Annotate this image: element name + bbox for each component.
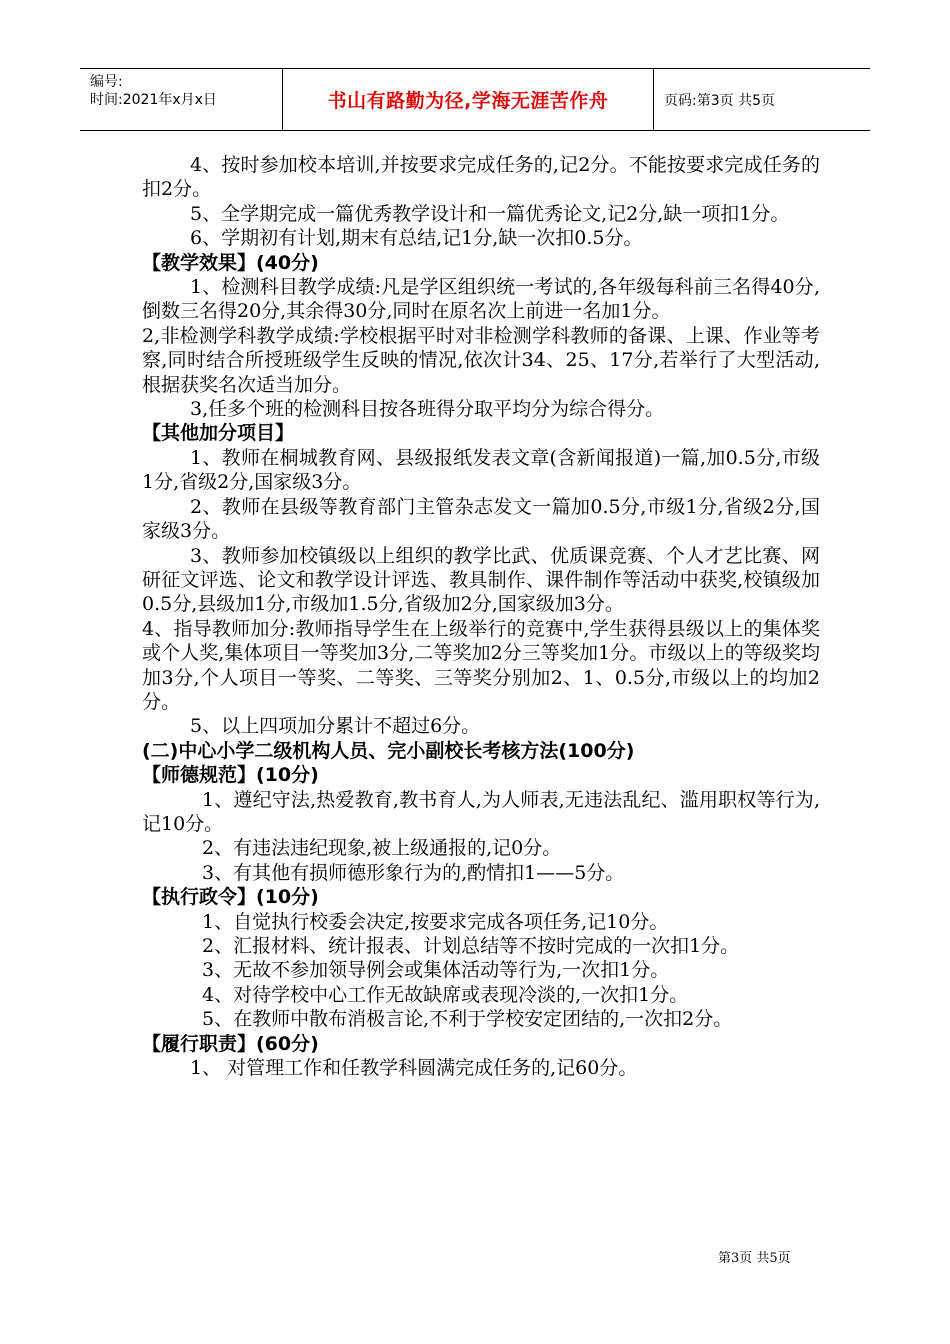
section-heading: 【其他加分项目】 bbox=[142, 422, 295, 445]
body-paragraph: 5、在教师中散布消极言论,不利于学校安定团结的,一次扣2分。 bbox=[202, 1008, 733, 1031]
document-number-label: 编号: bbox=[90, 74, 123, 90]
body-paragraph: 5、以上四项加分累计不超过6分。 bbox=[190, 715, 481, 738]
body-paragraph: 1、遵纪守法,热爱教育,教书育人,为人师表,无违法乱纪、滥用职权等行为,记10分。 bbox=[142, 788, 820, 835]
document-date-label: 时间:2021年x月x日 bbox=[90, 92, 217, 108]
body-paragraph: 1、自觉执行校委会决定,按要求完成各项任务,记10分。 bbox=[202, 910, 669, 933]
document-body bbox=[142, 153, 820, 1080]
header-motto: 书山有路勤为径,学海无涯苦作舟 bbox=[327, 90, 609, 112]
page-footer bbox=[718, 1247, 791, 1266]
body-paragraph: 2、教师在县级等教育部门主管杂志发文一篇加0.5分,市级1分,省级2分,国家级3分。 bbox=[142, 495, 820, 543]
section-heading: 【履行职责】(60分) bbox=[142, 1032, 319, 1055]
body-paragraph: 4、指导教师加分:教师指导学生在上级举行的竞赛中,学生获得县级以上的集体奖或个人奖,集体项目一等奖加3分,二等奖加2分三等奖加1分。市级以上的等级奖均加3分,个人项目一等奖、二等奖、三等奖分别加2、1、0.5分,市级以上的均加2分。 bbox=[142, 617, 820, 713]
body-paragraph: 4、对待学校中心工作无故缺席或表现冷淡的,一次扣1分。 bbox=[202, 983, 689, 1006]
page-header bbox=[80, 68, 870, 131]
body-paragraph: 6、学期初有计划,期末有总结,记1分,缺一次扣0.5分。 bbox=[190, 227, 643, 250]
header-left-cell bbox=[80, 69, 282, 130]
body-paragraph: 1、教师在桐城教育网、县级报纸发表文章(含新闻报道)一篇,加0.5分,市级1分,省级2分,国家级3分。 bbox=[142, 446, 820, 494]
body-paragraph: 2,非检测学科教学成绩:学校根据平时对非检测学科教师的备课、上课、作业等考察,同时结合所授班级学生反映的情况,依次计34、25、17分,若举行了大型活动,根据获奖名次适当加分。 bbox=[142, 324, 820, 396]
section-heading: 【师德规范】(10分) bbox=[142, 764, 319, 787]
header-page-number: 页码:第3页 共5页 bbox=[664, 92, 775, 109]
body-paragraph: 3、教师参加校镇级以上组织的教学比武、优质课竞赛、个人才艺比赛、网研征文评选、论文和教学设计评选、教具制作、课件制作等活动中获奖,校镇级加0.5分,县级加1分,市级加1.5分,省级加2分,国家级加3分。 bbox=[142, 544, 820, 616]
body-paragraph: 1、检测科目教学成绩:凡是学区组织统一考试的,各年级每科前三名得40分,倒数三名得20分,其余得30分,同时在原名次上前进一名加1分。 bbox=[142, 276, 820, 323]
section-heading: (二)中心小学二级机构人员、完小副校长考核方法(100分) bbox=[142, 739, 635, 762]
body-paragraph: 2、汇报材料、统计报表、计划总结等不按时完成的一次扣1分。 bbox=[202, 935, 740, 957]
body-paragraph: 1、 对管理工作和任教学科圆满完成任务的,记60分。 bbox=[190, 1057, 638, 1080]
body-paragraph: 2、有违法违纪现象,被上级通报的,记0分。 bbox=[202, 837, 562, 860]
body-paragraph: 4、按时参加校本培训,并按要求完成任务的,记2分。不能按要求完成任务的扣2分。 bbox=[142, 154, 820, 201]
section-heading: 【执行政令】(10分) bbox=[142, 886, 319, 909]
header-motto-cell bbox=[282, 69, 654, 130]
body-paragraph: 3,任多个班的检测科目按各班得分取平均分为综合得分。 bbox=[190, 398, 665, 421]
body-paragraph: 3、无故不参加领导例会或集体活动等行为,一次扣1分。 bbox=[202, 959, 670, 982]
body-paragraph: 5、全学期完成一篇优秀教学设计和一篇优秀论文,记2分,缺一项扣1分。 bbox=[190, 202, 790, 225]
header-page-cell bbox=[654, 69, 870, 130]
section-heading: 【教学效果】(40分) bbox=[142, 251, 319, 274]
body-paragraph: 3、有其他有损师德形象行为的,酌情扣1——5分。 bbox=[202, 861, 625, 884]
footer-page-number: 第3页 共5页 bbox=[718, 1251, 791, 1266]
